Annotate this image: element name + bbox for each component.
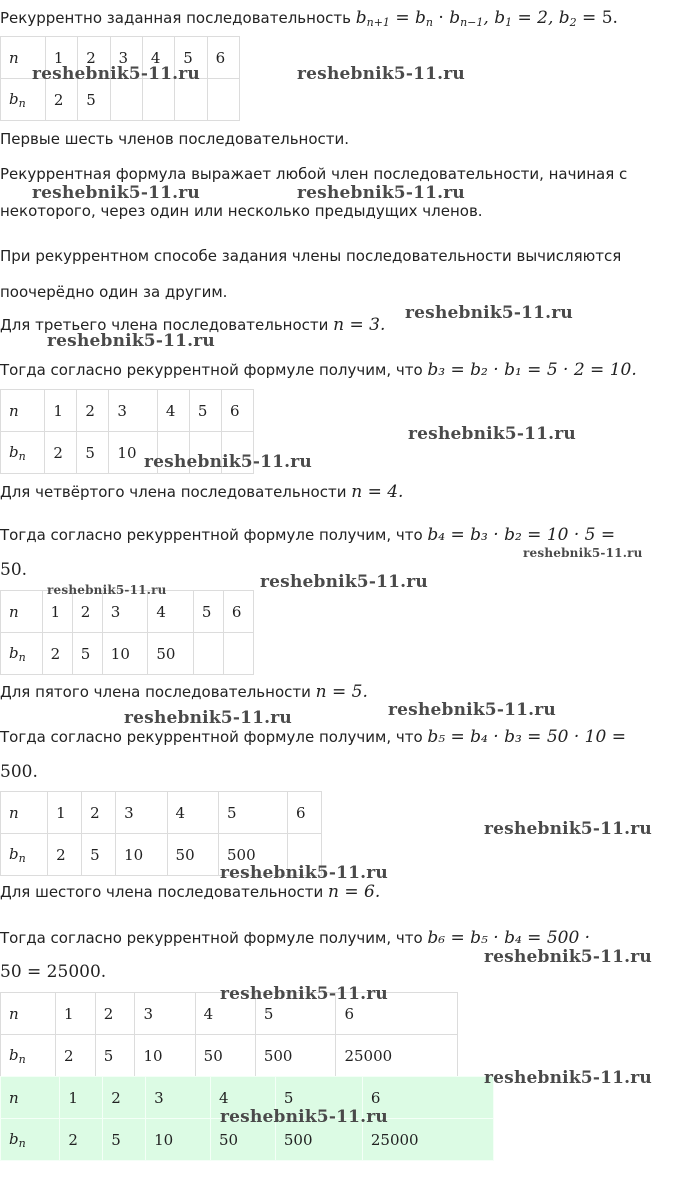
table-cell-index: 3 (135, 993, 195, 1035)
table-cell-value (142, 79, 174, 121)
table-cell-index: 3 (116, 792, 167, 834)
watermark: reshebnik5-11.ru (297, 183, 465, 203)
step-5-n: n = 5. (315, 682, 368, 702)
intro-text: Рекуррентно заданная последовательность (0, 9, 356, 27)
table-cell-value: 2 (48, 834, 82, 876)
table-cell-value: 5 (77, 432, 109, 474)
table-cell-value: 10 (116, 834, 167, 876)
table-cell-value: 500 (255, 1035, 336, 1077)
table-cell-index: 2 (103, 1077, 146, 1119)
intro-formula: $b_{n+1} = b_n \cdot b_{n-1}$, $b_1 = 2$, $b_2 = 5$. (355, 8, 618, 29)
table-cell-index: 1 (42, 591, 72, 633)
table-cell-index: 1 (60, 1077, 103, 1119)
row-label-b: $b_n$ (1, 1119, 60, 1161)
table-cell-index: 5 (189, 390, 221, 432)
table-row (1, 633, 254, 675)
watermark: reshebnik5-11.ru (32, 183, 200, 203)
row-label-n: n (1, 1077, 60, 1119)
row-label-n: n (1, 993, 56, 1035)
table-cell-value: 10 (146, 1119, 211, 1161)
table-cell-index: 4 (148, 591, 194, 633)
paragraph-definition-2: некоторого, через один или несколько предыдущих членов. (0, 202, 483, 220)
table-cell-index: 6 (207, 37, 239, 79)
step-3-n: n = 3. (333, 315, 386, 335)
table-cell-index: 1 (56, 993, 96, 1035)
table-cell-index: 6 (223, 591, 253, 633)
table-cell-value: 10 (102, 633, 148, 675)
table-cell-value: 25000 (362, 1119, 493, 1161)
step-4-formula-line: Тогда согласно рекуррентной формуле получим, что b₄ = b₃ · b₂ = 10 · 5 = (0, 525, 616, 545)
step-3-formula-line: Тогда согласно рекуррентной формуле получим, что b₃ = b₂ · b₁ = 5 · 2 = 10. (0, 360, 637, 380)
row-label-b: $b_n$ (1, 834, 48, 876)
watermark: reshebnik5-11.ru (297, 64, 465, 84)
table-cell-value (207, 79, 239, 121)
row-label-b: $b_n$ (1, 1035, 56, 1077)
table-cell-value: 10 (135, 1035, 195, 1077)
table-cell-index: 6 (362, 1077, 493, 1119)
table-cell-index: 4 (195, 993, 255, 1035)
table-cell-index: 2 (82, 792, 116, 834)
step-4-expression: b₄ = b₃ · b₂ = 10 · 5 = (427, 525, 616, 545)
row-label-n: n (1, 37, 46, 79)
table-cell-value: 2 (60, 1119, 103, 1161)
step-4-n: n = 4. (351, 482, 404, 502)
table-cell-value: 500 (219, 834, 288, 876)
table-cell-index: 5 (255, 993, 336, 1035)
table-cell-value: 10 (109, 432, 158, 474)
table-cell-index: 6 (221, 390, 253, 432)
table-cell-value: 5 (72, 633, 102, 675)
step-3-intro: Для третьего члена последовательности n = 3. (0, 315, 386, 335)
table-cell-value: 50 (148, 633, 194, 675)
step-3-expression: b₃ = b₂ · b₁ = 5 · 2 = 10. (427, 360, 637, 380)
table-cell-index: 4 (142, 37, 174, 79)
sequence-table-3 (0, 590, 254, 675)
watermark: reshebnik5-11.ru (405, 303, 573, 323)
table-cell-value (193, 633, 223, 675)
table-cell-index: 2 (95, 993, 135, 1035)
table-cell-index: 3 (102, 591, 148, 633)
watermark: reshebnik5-11.ru (220, 1107, 388, 1127)
table-cell-value (223, 633, 253, 675)
watermark: reshebnik5-11.ru (408, 424, 576, 444)
step-6-expression: b₆ = b₅ · b₄ = 500 · (427, 928, 591, 948)
table-cell-value: 500 (275, 1119, 362, 1161)
watermark: reshebnik5-11.ru (484, 819, 652, 839)
sequence-table-5 (0, 992, 458, 1077)
table-row (1, 79, 240, 121)
paragraph-first-six: Первые шесть членов последовательности. (0, 130, 350, 148)
table-cell-index: 6 (336, 993, 458, 1035)
table-cell-value: 2 (56, 1035, 96, 1077)
row-label-b: $b_n$ (1, 432, 45, 474)
table-cell-index: 3 (146, 1077, 211, 1119)
table-cell-index: 5 (175, 37, 207, 79)
table-cell-value (110, 79, 142, 121)
table-row (1, 1035, 458, 1077)
table-cell-index: 4 (157, 390, 189, 432)
table-cell-index: 1 (45, 37, 77, 79)
step-6-intro: Для шестого члена последовательности n = 6. (0, 882, 381, 902)
watermark: reshebnik5-11.ru (484, 1068, 652, 1088)
table-cell-index: 2 (78, 37, 110, 79)
table-cell-value: 50 (167, 834, 218, 876)
table-cell-value (175, 79, 207, 121)
step-6-n: n = 6. (328, 882, 381, 902)
watermark: reshebnik5-11.ru (220, 863, 388, 883)
table-cell-value: 50 (195, 1035, 255, 1077)
table-cell-value: 2 (45, 79, 77, 121)
table-cell-value: 5 (78, 79, 110, 121)
watermark: reshebnik5-11.ru (47, 583, 167, 597)
row-label-n: n (1, 591, 43, 633)
watermark: reshebnik5-11.ru (523, 546, 643, 560)
table-cell-index: 3 (110, 37, 142, 79)
table-cell-index: 1 (45, 390, 77, 432)
watermark: reshebnik5-11.ru (220, 984, 388, 1004)
step-5-intro: Для пятого члена последовательности n = 5. (0, 682, 368, 702)
table-cell-index: 4 (210, 1077, 275, 1119)
paragraph-definition-1: Рекуррентная формула выражает любой член последовательности, начиная с (0, 165, 628, 183)
table-cell-value: 5 (95, 1035, 135, 1077)
watermark: reshebnik5-11.ru (484, 947, 652, 967)
step-6-formula-line: Тогда согласно рекуррентной формуле получим, что b₆ = b₅ · b₄ = 500 · (0, 928, 591, 948)
table-cell-value: 5 (103, 1119, 146, 1161)
table-cell-index: 4 (167, 792, 218, 834)
table-cell-index: 5 (219, 792, 288, 834)
table-cell-index: 5 (275, 1077, 362, 1119)
table-cell-value: 50 (210, 1119, 275, 1161)
paragraph-calculation-2: поочерёдно один за другим. (0, 283, 228, 301)
step-4-intro: Для четвёртого члена последовательности n = 4. (0, 482, 404, 502)
watermark: reshebnik5-11.ru (32, 64, 200, 84)
table-row (1, 390, 254, 432)
row-label-n: n (1, 792, 48, 834)
watermark: reshebnik5-11.ru (388, 700, 556, 720)
table-cell-value: 5 (82, 834, 116, 876)
table-cell-index: 2 (72, 591, 102, 633)
intro-line (0, 8, 618, 33)
watermark: reshebnik5-11.ru (47, 331, 215, 351)
step-5-continuation: 500. (0, 762, 38, 782)
row-label-n: n (1, 390, 45, 432)
row-label-b: $b_n$ (1, 633, 43, 675)
step-6-continuation: 50 = 25000. (0, 962, 107, 982)
watermark: reshebnik5-11.ru (144, 452, 312, 472)
table-cell-index: 2 (77, 390, 109, 432)
watermark: reshebnik5-11.ru (260, 572, 428, 592)
step-5-expression: b₅ = b₄ · b₃ = 50 · 10 = (427, 727, 626, 747)
table-cell-index: 1 (48, 792, 82, 834)
table-cell-index: 3 (109, 390, 158, 432)
row-label-b: $b_n$ (1, 79, 46, 121)
watermark: reshebnik5-11.ru (124, 708, 292, 728)
table-row (1, 792, 322, 834)
table-cell-value: 25000 (336, 1035, 458, 1077)
table-cell-index: 5 (193, 591, 223, 633)
step-4-continuation: 50. (0, 560, 28, 580)
table-cell-value: 2 (45, 432, 77, 474)
step-5-formula-line: Тогда согласно рекуррентной формуле получим, что b₅ = b₄ · b₃ = 50 · 10 = (0, 727, 626, 747)
table-cell-index: 6 (287, 792, 321, 834)
paragraph-calculation-1: При рекуррентном способе задания члены последовательности вычисляются (0, 247, 622, 265)
table-cell-value: 2 (42, 633, 72, 675)
